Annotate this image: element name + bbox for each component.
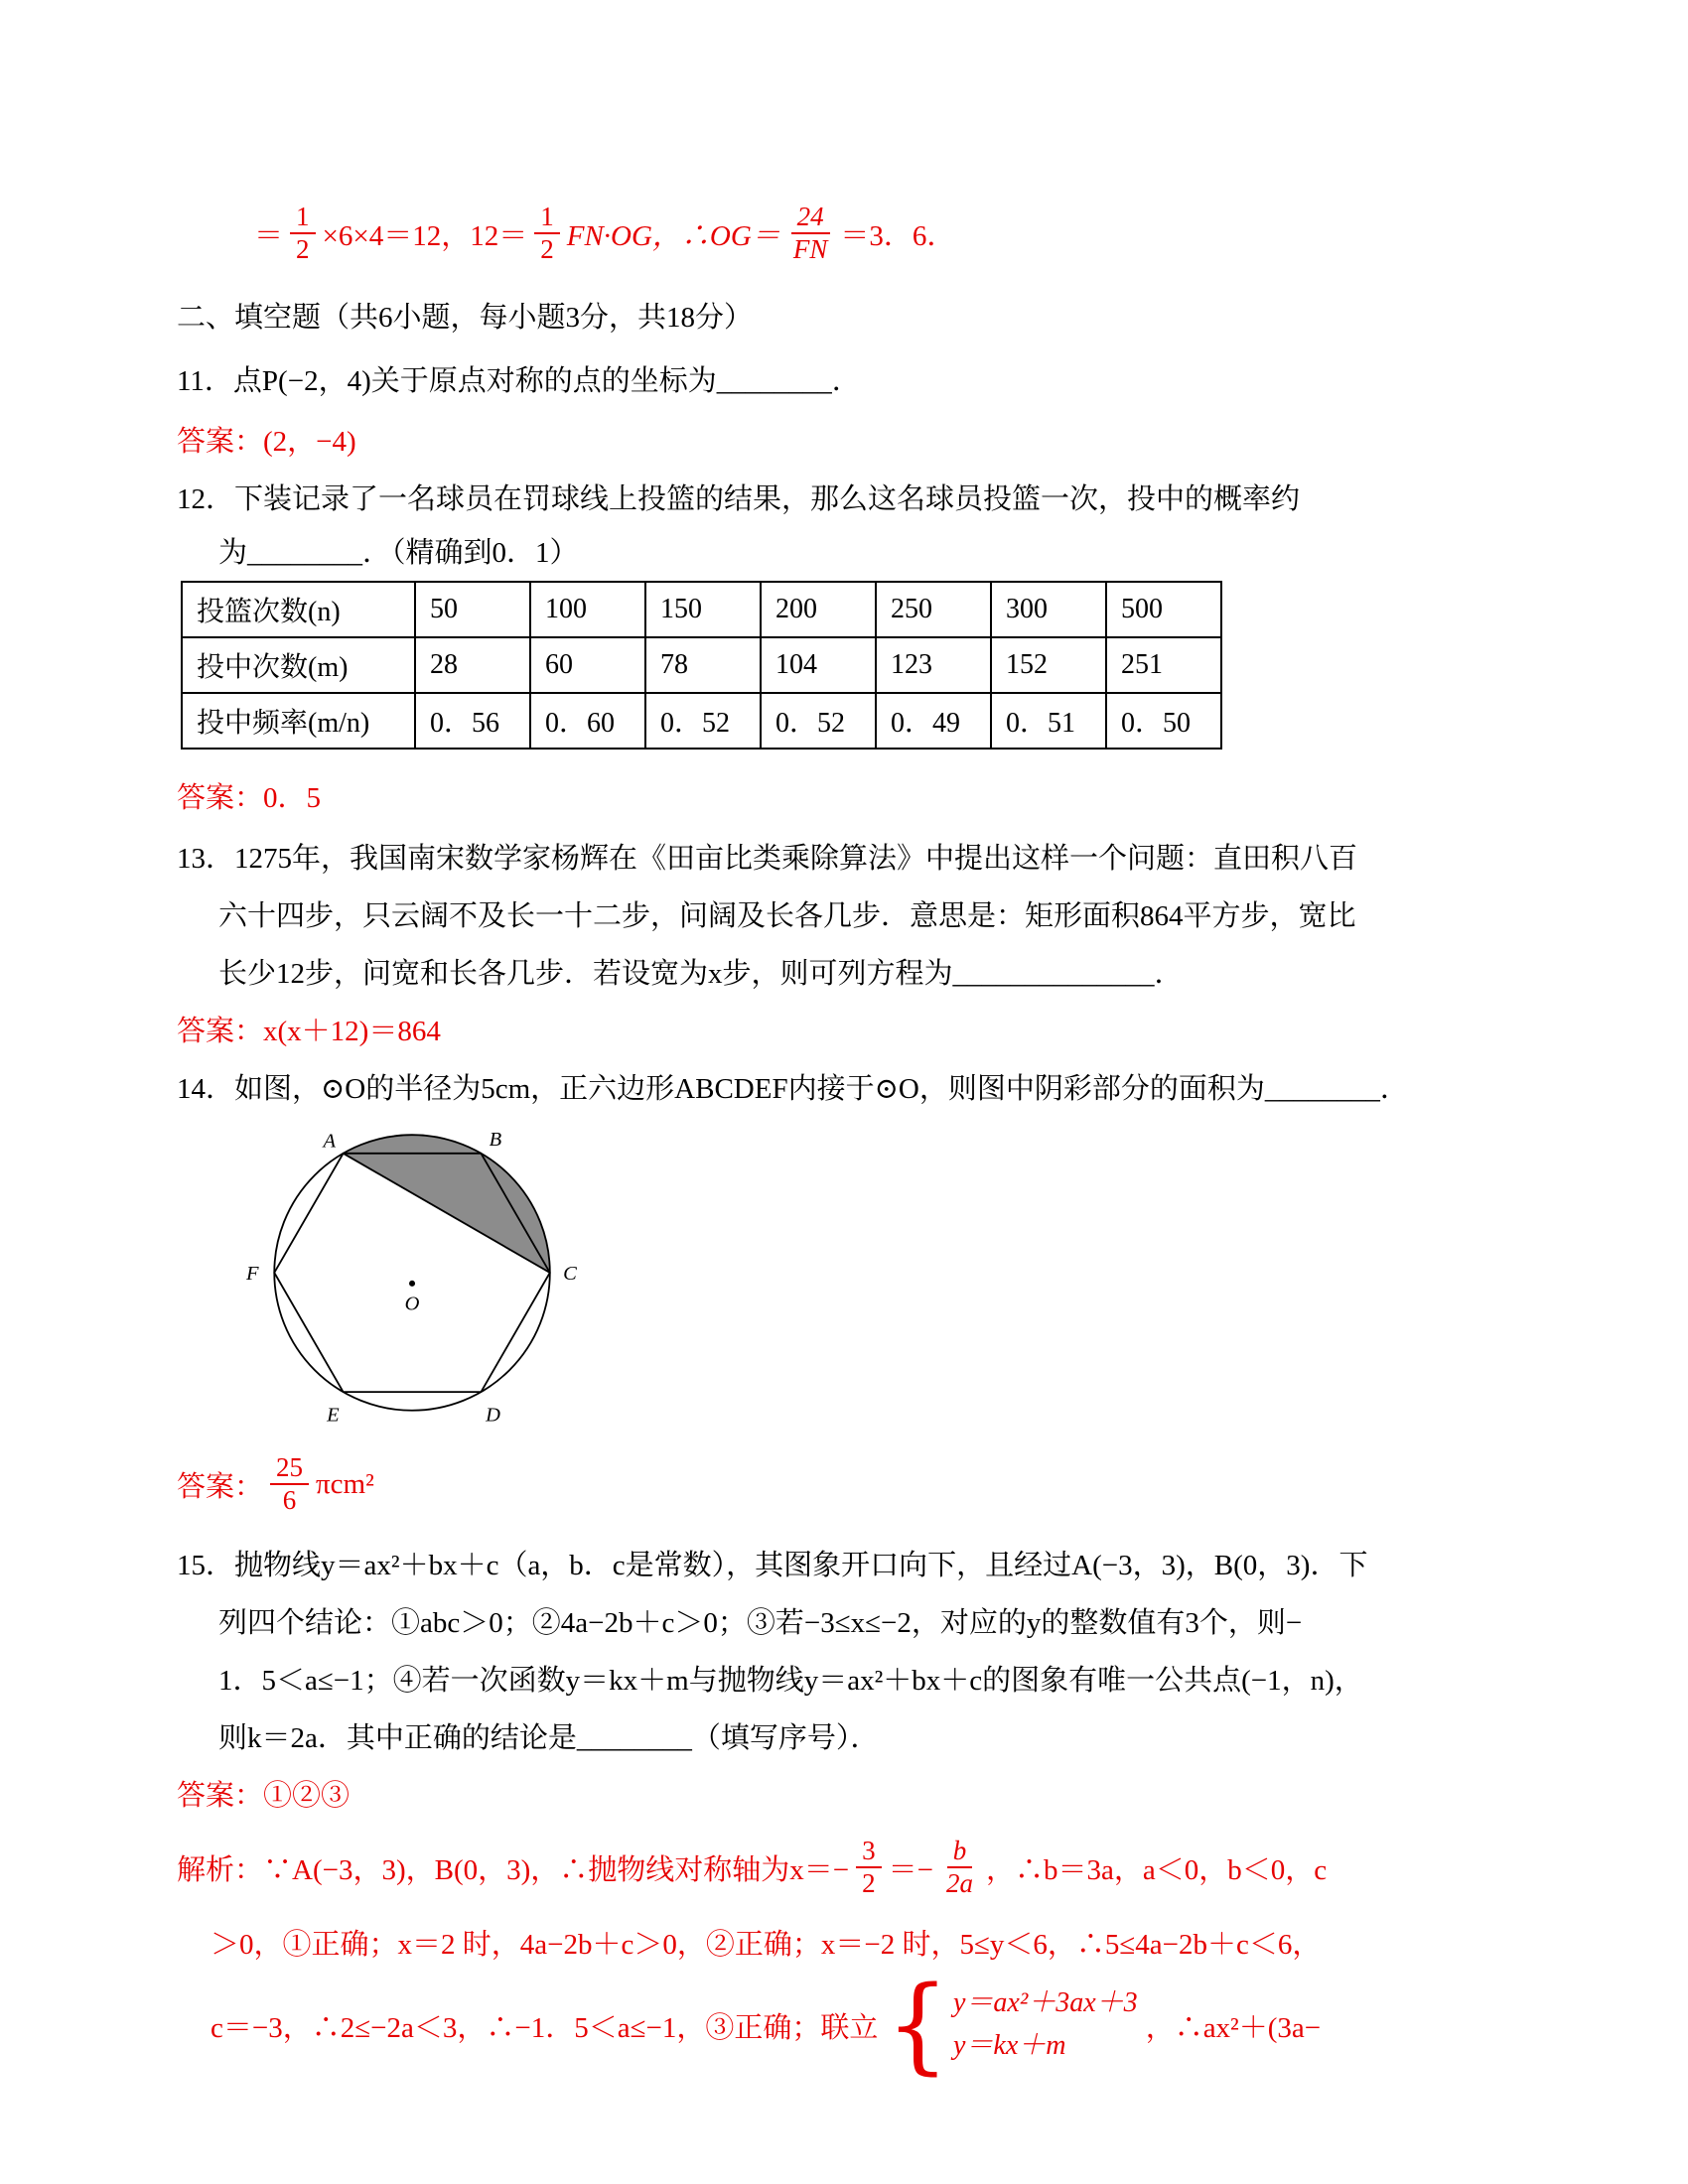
question-13-line2: 六十四步，只云阔不及长一十二步，问阔及长各几步．意思是：矩形面积864平方步，宽比 [218,899,1356,932]
fraction [290,202,316,265]
answer-prefix: 答案： [177,1470,264,1503]
q12-table-body [182,582,1221,749]
formula-segment: FN·OG，∴OG＝ [566,219,780,252]
system-equations [949,1988,1138,2062]
system-eq2: y＝kx＋m [953,2030,1066,2061]
data-cell: 0．56 [415,693,530,749]
data-cell: 0．49 [876,693,991,749]
fraction-numerator: 3 [856,1836,882,1868]
analysis-segment: ＝− [888,1853,933,1886]
question-15-line2: 列四个结论：①abc＞0；②4a−2b＋c＞0；③若−3≤x≤−2，对应的y的整数值有3个，则− [218,1606,1303,1639]
analysis-line1 [177,1822,1532,1913]
answer-14 [177,1434,1532,1534]
formula-segment: ＝3．6． [840,219,956,252]
answer-15: 答案：①②③ [177,1779,351,1812]
system-eq1: y＝ax²＋3ax＋3 [953,1987,1138,2019]
data-cell: 300 [991,582,1106,637]
vertex-label-E: E [327,1404,340,1427]
fraction [940,1836,979,1899]
question-12-line2: 为________．（精确到0．1） [218,536,579,569]
fraction-numerator: b [947,1836,973,1868]
question-12-line1: 12．下装记录了一名球员在罚球线上投篮的结果，那么这名球员投篮一次，投中的概率约 [177,482,1301,515]
row-header-cell: 投中次数(m) [182,637,415,693]
data-cell: 0．50 [1106,693,1221,749]
analysis-segment: 解析：∵A(−3，3)，B(0，3)，∴抛物线对称轴为x＝− [177,1853,850,1886]
fraction [787,202,834,265]
data-cell: 28 [415,637,530,693]
question-14-text: 14．如图，⊙O的半径为5cm，正六边形ABCDEF内接于⊙O，则图中阴彩部分的面积为________． [177,1072,1409,1105]
equation-system [886,1964,1138,2086]
fraction-denominator: 2 [862,1868,876,1898]
question-13-line3: 长少12步，问宽和长各几步．若设宽为x步，则可列方程为______________． [218,957,1184,990]
data-cell: 0．60 [530,693,645,749]
data-cell: 251 [1106,637,1221,693]
data-cell: 200 [761,582,876,637]
data-cell: 0．52 [645,693,761,749]
analysis-line2: ＞0，①正确；x＝2 时，4a−2b＋c＞0，②正确；x＝−2 时，5≤y＜6，∴5≤4a−2b＋c＜6， [211,1928,1322,1961]
data-cell: 150 [645,582,761,637]
center-dot [409,1281,415,1287]
fraction [856,1836,882,1899]
data-cell: 250 [876,582,991,637]
fraction-numerator: 25 [270,1452,309,1485]
fraction-denominator: 2 [296,234,310,264]
row-header-cell: 投篮次数(n) [182,582,415,637]
answer-12: 答案：0．5 [177,781,322,814]
data-cell: 152 [991,637,1106,693]
fraction-denominator: 6 [282,1485,297,1515]
fraction-denominator: 2 [540,234,554,264]
data-cell: 78 [645,637,761,693]
table-row [182,582,1221,637]
page-content [177,184,1532,2086]
table-row [182,693,1221,749]
vertex-label-B: B [489,1129,502,1152]
left-brace: { [886,1964,949,2086]
fraction-numerator: 24 [791,202,830,234]
fraction-denominator: 2a [946,1868,973,1898]
data-cell: 60 [530,637,645,693]
section-header: 二、填空题（共6小题，每小题3分，共18分） [177,301,754,334]
fraction-numerator: 1 [290,202,316,234]
table-row [182,637,1221,693]
question-15-line3: 1．5＜a≤−1；④若一次函数y＝kx＋m与抛物线y＝ax²＋bx＋c的图象有唯一公共点(−1，n)， [218,1664,1363,1697]
data-cell: 123 [876,637,991,693]
question-13-line1: 13．1275年，我国南宋数学家杨辉在《田亩比类乘除算法》中提出这样一个问题：直田积八百 [177,842,1358,875]
q12-frequency-table [181,581,1222,750]
formula-segment: ×6×4＝12，12＝ [322,219,528,252]
question-15-line4: 则k＝2a．其中正确的结论是________（填写序号）． [218,1721,880,1754]
formula-segment: ＝ [254,219,284,252]
vertex-label-A: A [323,1130,337,1153]
data-cell: 50 [415,582,530,637]
analysis-segment: c＝−3，∴2≤−2a＜3，∴−1．5＜a≤−1，③正确；联立 [211,2011,879,2044]
vertex-label-F: F [246,1263,259,1286]
fraction-numerator: 1 [534,202,560,234]
data-cell: 0．52 [761,693,876,749]
row-header-cell: 投中频率(m/n) [182,693,415,749]
question-11-text: 11．点P(−2，4)关于原点对称的点的坐标为________． [177,364,861,397]
analysis-segment: ，∴ax²＋(3a− [1145,2011,1322,2044]
hexagon-circle-figure [226,1123,586,1434]
vertex-label-C: C [563,1263,577,1286]
data-cell: 500 [1106,582,1221,637]
prev-solution-formula [177,184,1532,283]
center-label-O: O [404,1293,420,1315]
q14-figure [226,1123,1532,1434]
question-15-line1: 15．抛物线y＝ax²＋bx＋c（a，b．c是常数），其图象开口向下，且经过A(−3，3)，B(0，3)．下 [177,1549,1368,1581]
data-cell: 104 [761,637,876,693]
data-cell: 100 [530,582,645,637]
answer-13: 答案：x(x＋12)＝864 [177,1015,441,1047]
fraction [270,1452,309,1516]
fraction-denominator: FN [792,234,828,264]
analysis-segment: ，∴b＝3a，a＜0，b＜0，c [986,1853,1328,1886]
shaded-region [344,1135,550,1273]
answer-11: 答案：(2，−4) [177,425,356,458]
answer-suffix: πcm² [316,1467,374,1500]
fraction [534,202,560,265]
analysis-line3 [177,1964,1532,2086]
vertex-label-D: D [486,1404,500,1427]
data-cell: 0．51 [991,693,1106,749]
